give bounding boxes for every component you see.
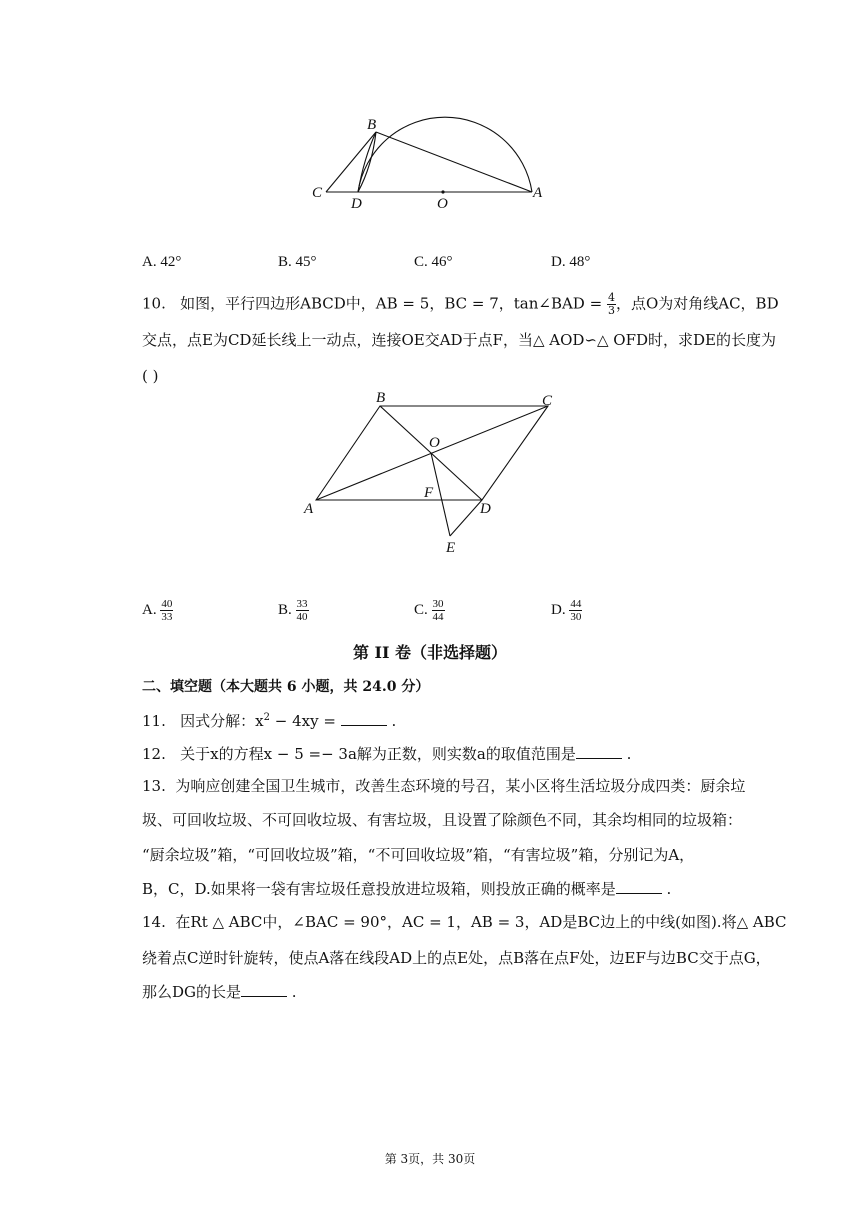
q9-option-a: A. 42°	[142, 254, 182, 270]
page-footer: 第 3页，共 30页	[384, 1152, 476, 1166]
q10-number: 10.	[142, 294, 166, 313]
label-O: O	[429, 435, 440, 451]
q10-line3: ( )	[142, 367, 159, 385]
figure-semicircle	[300, 96, 560, 216]
q13-line2: 圾、可回收垃圾、不可回收垃圾、有害垃圾，且设置了除颜色不同，其余均相同的垃圾箱：	[142, 811, 743, 829]
q12: 12. 关于x的方程x − 5 =− 3a解为正数，则实数a的取值范围是 .	[142, 745, 632, 763]
q14-line2: 绕着点C逆时针旋转，使点A落在线段AD上的点E处，点B落在点F处，边EF与边BC交于点G，	[142, 949, 771, 967]
label-C: C	[542, 393, 553, 409]
q10-fraction: $\frac{4}{3}$	[607, 291, 615, 317]
q10-line2: 交点，点E为CD延长线上一动点，连接OE交AD于点F，当△ AOD∽△ OFD时，求DE的长度为	[142, 331, 777, 349]
q12-answer-blank	[576, 744, 622, 759]
label-A: A	[304, 501, 314, 517]
q14-line1: 14. 在Rt △ ABC中，∠BAC = 90°，AC = 1，AB = 3，AD是BC边上的中线(如图).将△ ABC	[142, 913, 787, 931]
part2-title: 第 II 卷（非选择题）	[352, 643, 508, 662]
label-C: C	[312, 185, 323, 201]
q11: 11. 因式分解：$x^2 - 4xy$ = .	[142, 712, 397, 730]
q9-option-b: B. 45°	[278, 254, 317, 270]
q10-option-d: D. $\frac{44}{30}$	[551, 598, 582, 623]
q14-line3: 那么DG的长是 .	[142, 983, 297, 1001]
q13-answer-blank	[616, 879, 662, 894]
label-D: D	[351, 196, 362, 212]
q14-answer-blank	[241, 982, 287, 997]
q13-line3: “厨余垃圾”箱，“可回收垃圾”箱，“不可回收垃圾”箱，“有害垃圾”箱，分别记为A，	[142, 846, 695, 864]
q9-option-c: C. 46°	[414, 254, 453, 270]
q10-option-b: B. $\frac{33}{40}$	[278, 598, 308, 623]
q13-line1: 13. 为响应创建全国卫生城市，改善生态环境的号召，某小区将生活垃圾分成四类：厨余垃	[142, 777, 746, 795]
q9-option-d: D. 48°	[551, 254, 591, 270]
q11-answer-blank	[341, 711, 387, 726]
section2-heading: 二、填空题（本大题共 6 小题，共 24.0 分）	[142, 679, 430, 695]
label-D: D	[480, 501, 491, 517]
q10-option-a: A. $\frac{40}{33}$	[142, 598, 173, 623]
label-B: B	[367, 117, 377, 133]
label-F: F	[424, 485, 434, 501]
q10-option-c: C. $\frac{30}{44}$	[414, 598, 444, 623]
figure-parallelogram	[300, 386, 560, 558]
label-O: O	[437, 196, 448, 212]
label-B: B	[376, 390, 386, 406]
label-E: E	[446, 540, 456, 556]
q13-line4: B，C，D.如果将一袋有害垃圾任意投放进垃圾箱，则投放正确的概率是 .	[142, 880, 672, 898]
label-A: A	[533, 185, 543, 201]
q10-line1: 10. 如图，平行四边形ABCD中，AB = 5，BC = 7，tan∠BAD = $\frac{4}{3}$ ，点O为对角线AC，BD	[142, 291, 779, 317]
